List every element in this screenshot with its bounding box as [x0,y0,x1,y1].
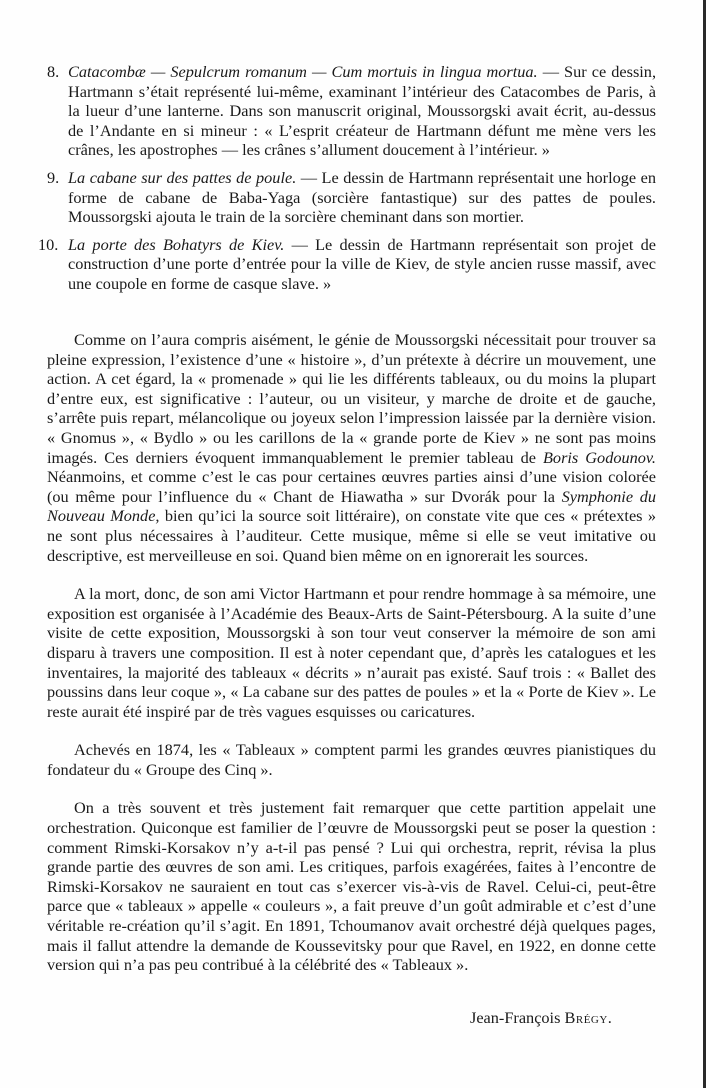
paragraph-hartmann-exhibition: A la mort, donc, de son ami Victor Hartmann et pour rendre hommage à sa mémoire, une exposition est organisée à l’Académie des Beaux-Arts de Saint-Pétersbourg. A la suite d’une visite de cette exposition, Moussorgski à son tour veut conserver la mémoire de son ami disparu à travers une composition. Il est à noter cependant que, d’après les catalogues et les inventaires, la majorité des tableaux « décrits » n’aurait pas existé. Sauf trois : « Ballet des poussins dans leur coque », « La cabane sur des pattes de poules » et la « Porte de Kiev ». Le reste aurait été inspiré par de très vagues esquisses ou caricatures. [47,584,656,721]
text-run: Néanmoins, et comme c’est le cas pour certaines œuvres parties ainsi d’une vision colorée (ou même pour l’influence du « Chant de Hiawatha » sur Dvorák pour la [47,467,656,506]
numbered-list [38,62,657,294]
paragraph-moussorgski-genius [47,330,656,565]
item-body [68,62,656,160]
signature-surname: Brégy. [564,1008,613,1027]
list-item-10 [38,234,656,294]
item-text: — Sur ce dessin, Hartmann s’était représenté lui-même, examinant l’intérieur des Catacombes de Paris, à la lueur d’une lanterne. Dans son manuscrit original, Moussorgski avait écrit, au-dessus de l’Andante en si mineur : « L’esprit créateur de Hartmann défunt me mène vers les crânes, les apostrophes — les crânes s’allument doucement à l’intérieur. » [68,62,657,160]
list-item-9 [47,168,656,227]
paragraph-orchestration: On a très souvent et très justement fait remarquer que cette partition appelait une orchestration. Quiconque est familier de l’œuvre de Moussorgski peut se poser la question : comment Rimski-Korsakov n’y a-t-il pas pensé ? Lui qui orchestra, reprit, révisa la plus grande partie des œuvres de son ami. Les critiques, parfois exagérées, faites à l’encontre de Rimski-Korsakov ne sauraient en tout cas s’exercer vis-à-vis de Ravel. Celui-ci, peut-être parce que « tableaux » appelle « couleurs », a fait preuve d’un goût admirable et c’est d’une véritable re-création qu’il s’agit. En 1891, Tchoumanov avait orchestré déjà quelques pages, mais il fallut attendre la demande de Koussevitsky pour que Ravel, en 1922, en donne cette version qui n’a pas peu contribué à la célébrité des « Tableaux ». [47,798,656,975]
list-item-8 [47,62,656,160]
text-run: bien qu’ici la source soit littéraire), on constate vite que ces « prétextes » ne sont plus nécessaires à l’auditeur. Cette musique, même si elle se veut imitative ou descriptive, est merveilleuse en soi. Quand bien même on en ignorerait les sources. [47,506,656,565]
item-title: La cabane sur des pattes de poule. [68,167,297,187]
item-text: — Le dessin de Hartmann représentait une horloge en forme de cabane de Baba-Yaga (sorcière fantastique) sur des pattes de poules. Moussorgski ajouta le train de la sorcière cheminant dans son mortier. [68,167,656,227]
text-run: Comme on l’aura compris aisément, le génie de Moussorgski nécessitait pour trouver sa pleine expression, l’existence d’une « histoire », d’un prétexte à décrire un mouvement, une action. A cet égard, la « promenade » qui lie les différents tableaux, ou du moins la plupart d’entre eux, est significative : l’auteur, ou un visiteur, y marche de droite et de gauche, s’arrête puis repart, mélancolique ou joyeux selon l’impression laissée par la dernière vision. « Gnomus », « Bydlo » ou les carillons de la « grande porte de Kiev » ne sont pas moins imagés. Ces derniers évoquent immanquablement le premier tableau de [47,330,656,467]
item-body [68,235,656,294]
signature-given-name: Jean-François [470,1008,565,1027]
item-body [68,168,656,227]
item-number: 8. [47,62,60,81]
item-title: La porte des Bohatyrs de Kiev. [68,234,285,254]
italic-title-boris: Boris Godounov. [542,447,656,467]
item-number: 9. [47,167,60,187]
item-title: Catacombæ — Sepulcrum romanum — Cum mortuis in lingua mortua. [68,62,538,81]
item-number: 10. [38,234,59,254]
body-text [47,330,656,975]
italic-title-symphonie: Symphonie du Nouveau Monde, [47,486,656,526]
author-signature [470,1008,612,1028]
paragraph-achieved-1874: Achevés en 1874, les « Tableaux » comptent parmi les grandes œuvres pianistiques du fondateur du « Groupe des Cinq ». [47,740,656,779]
item-text: — Le dessin de Hartmann représentait son projet de construction d’une porte d’entrée pour la ville de Kiev, de style ancien russe massif, avec une coupole en forme de casque slave. » [68,234,656,293]
